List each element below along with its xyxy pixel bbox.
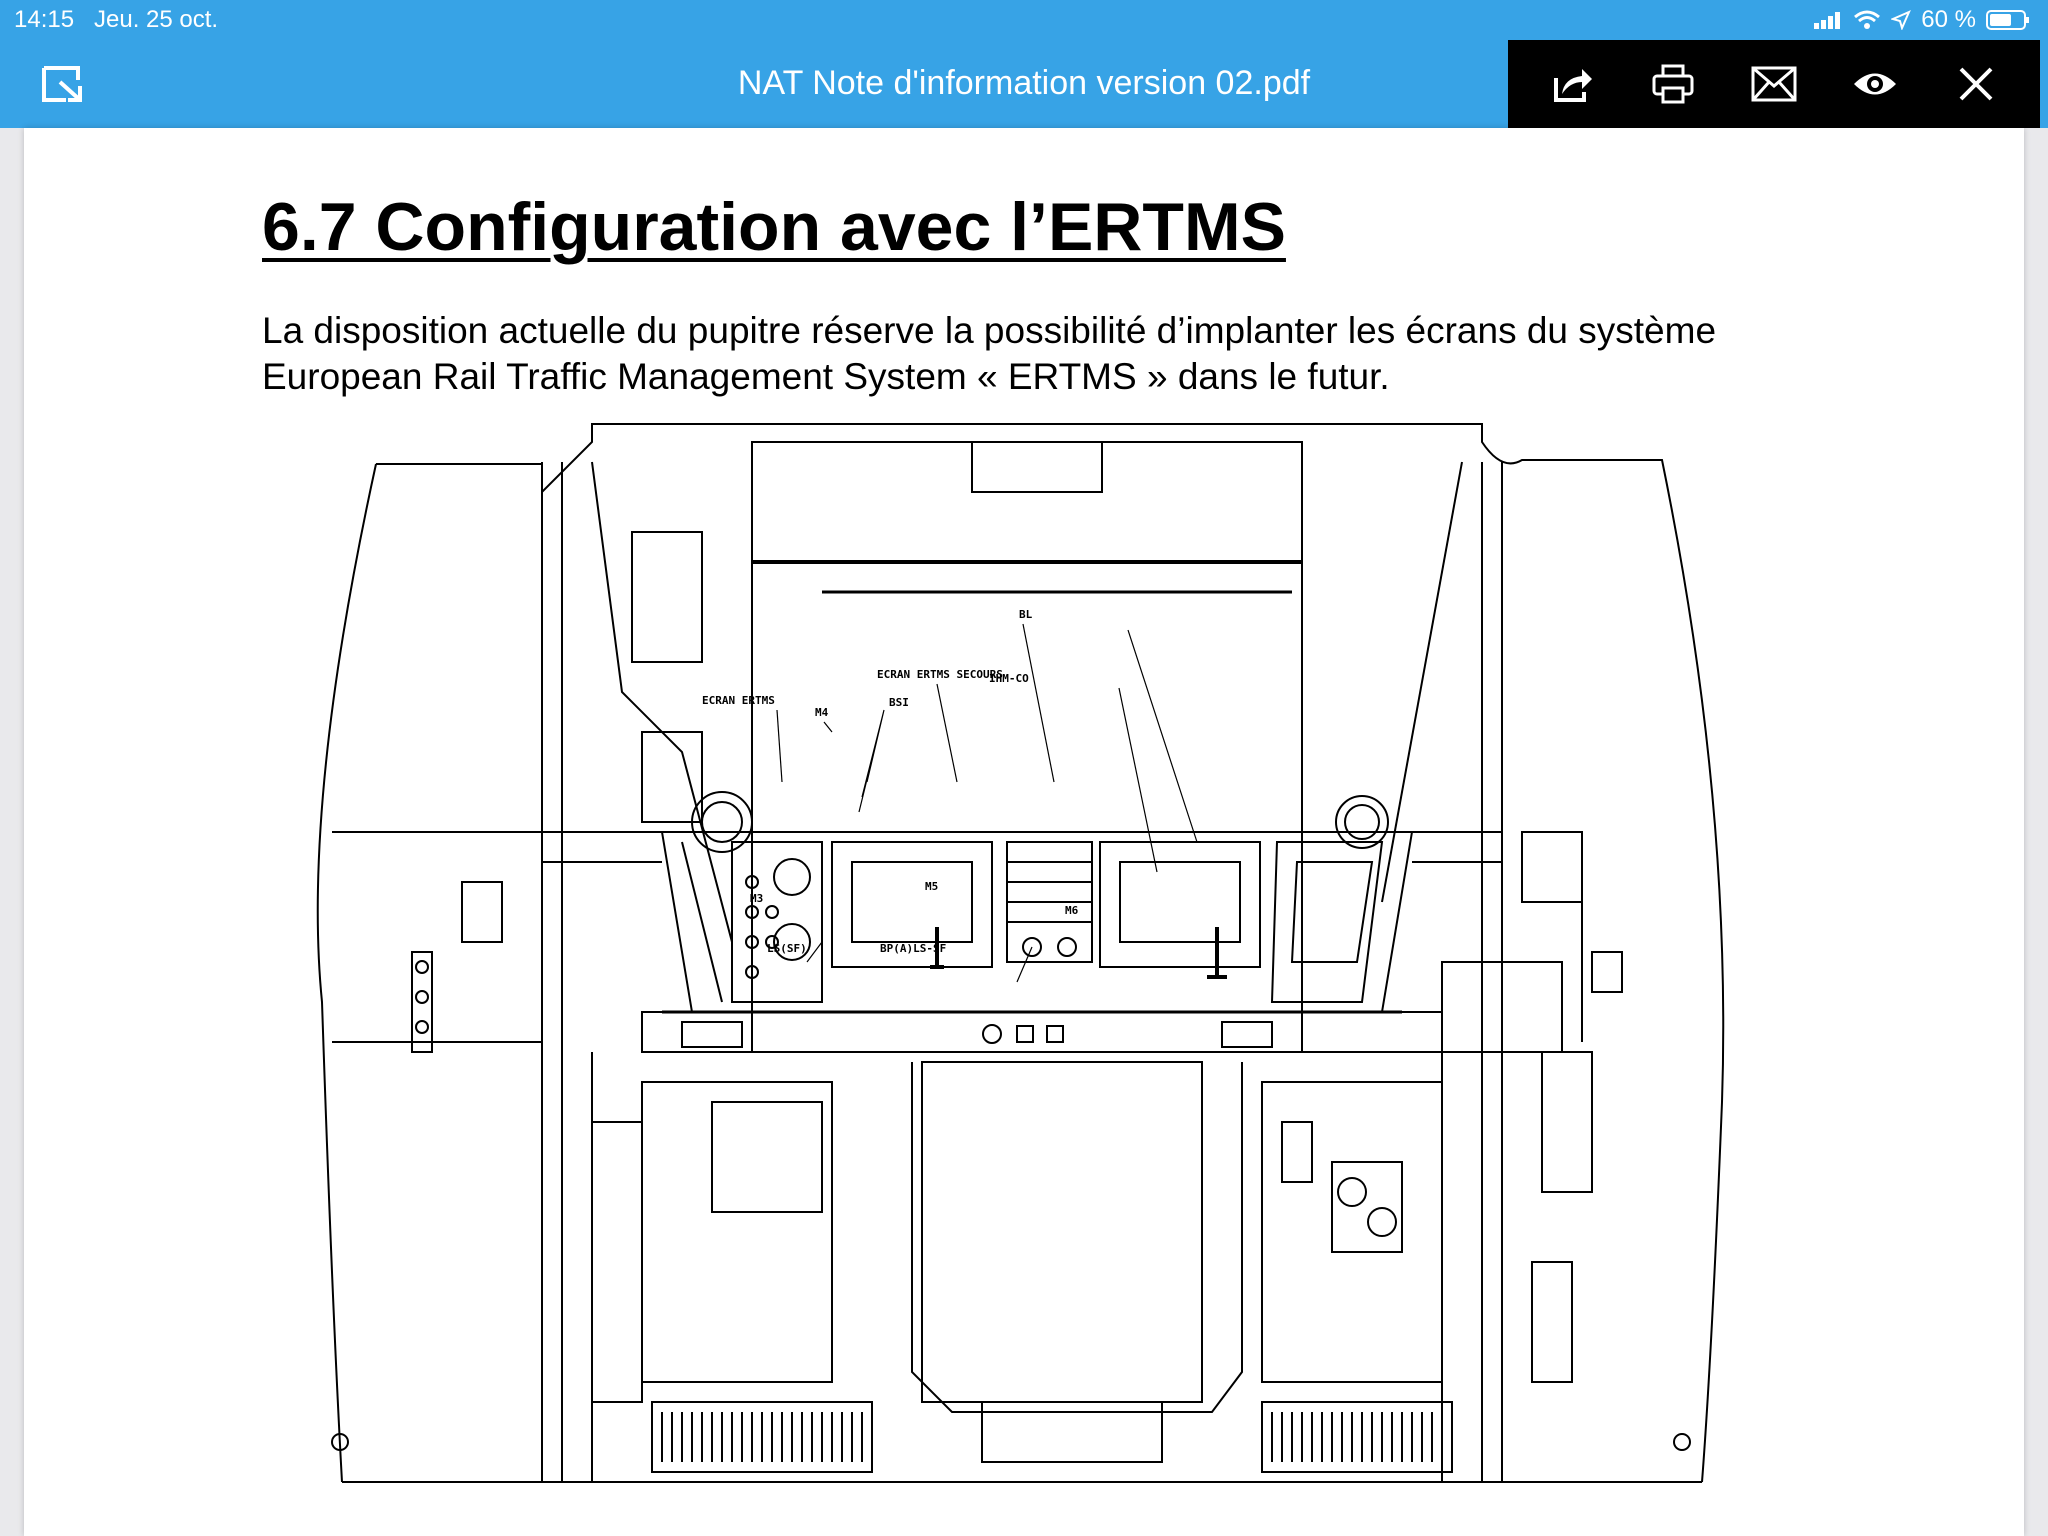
envelope-icon <box>1751 66 1797 102</box>
eye-icon <box>1852 69 1898 99</box>
battery-percent: 60 % <box>1921 6 1976 33</box>
location-arrow-icon <box>1891 10 1911 30</box>
label-ls-sf: LS(SF) <box>767 942 807 955</box>
top-bar <box>0 0 2048 128</box>
label-bl: BL <box>1019 608 1033 621</box>
close-button[interactable] <box>1949 57 2003 111</box>
label-ecran-ertms-secours: ECRAN ERTMS SECOURS <box>877 668 1003 681</box>
label-bsi: BSI <box>889 696 909 709</box>
status-time: 14:15 <box>14 6 75 33</box>
status-date: Jeu. 25 oct. <box>94 6 219 33</box>
pdf-page <box>24 128 2024 1536</box>
email-button[interactable] <box>1747 57 1801 111</box>
label-ecran-ertms: ECRAN ERTMS <box>702 694 775 707</box>
close-icon <box>1957 65 1995 103</box>
status-indicators <box>1813 6 2030 34</box>
label-m5: M5 <box>925 880 939 893</box>
driver-desk-diagram <box>262 402 1786 1488</box>
cellular-signal-icon <box>1813 11 1843 29</box>
share-button[interactable] <box>1545 57 1599 111</box>
label-m6: M6 <box>1065 904 1079 917</box>
viewer-toolbar <box>1508 40 2040 128</box>
label-ihm-co: IHM-CO <box>989 672 1029 685</box>
view-button[interactable] <box>1848 57 1902 111</box>
wifi-icon <box>1853 10 1881 30</box>
section-heading: 6.7 Configuration avec l’ERTMS <box>262 189 1286 265</box>
section-paragraph: La disposition actuelle du pupitre réserve la possibilité d’implanter les écrans du système European Rail Traffic Management System « ERTMS » dans le futur. <box>262 310 1717 397</box>
label-m3: M3 <box>750 892 764 905</box>
print-button[interactable] <box>1646 57 1700 111</box>
document-title: NAT Note d'information version 02.pdf <box>737 64 1311 102</box>
label-bp-a-ls-sf: BP(A)LS-SF <box>880 942 947 955</box>
printer-icon <box>1651 64 1695 104</box>
share-icon <box>1550 64 1594 104</box>
battery-icon <box>1986 10 2030 30</box>
label-m4: M4 <box>815 706 829 719</box>
